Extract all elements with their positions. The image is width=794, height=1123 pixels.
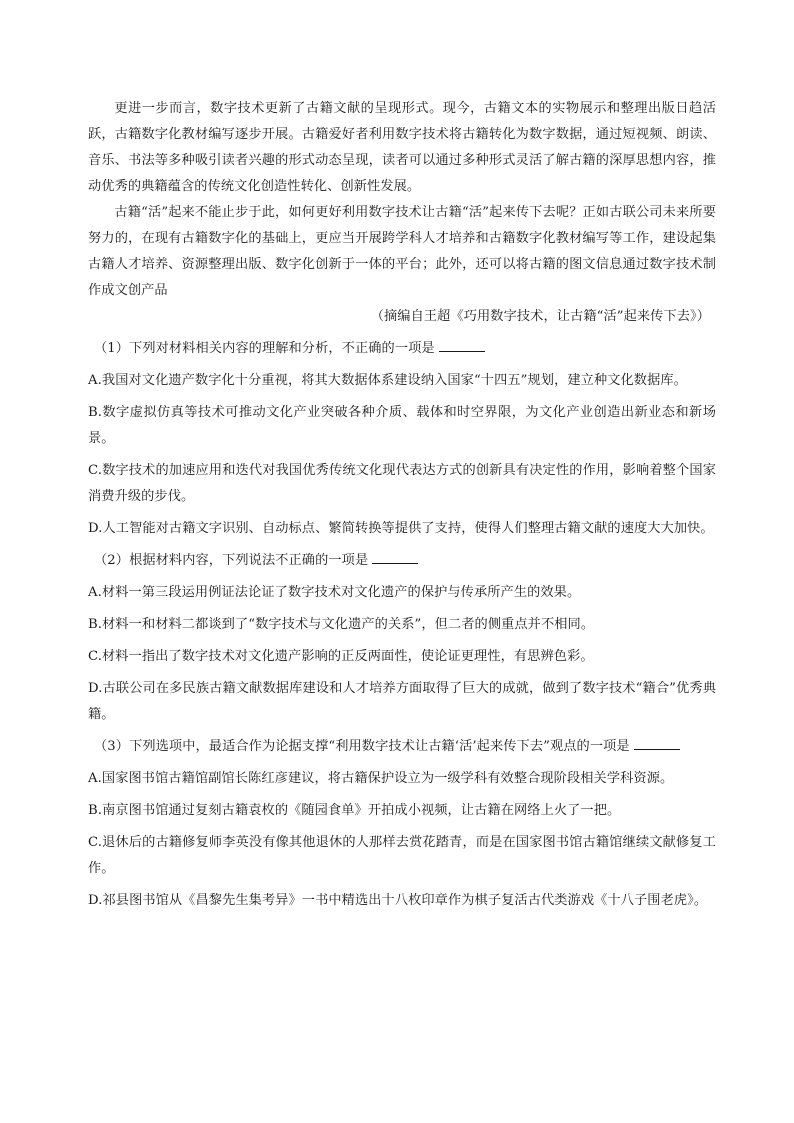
- answer-blank[interactable]: [439, 337, 485, 352]
- passage-paragraph-1: 更进一步而言，数字技术更新了古籍文献的呈现形式。现今，古籍文本的实物展示和整理出版日趋活跃，古籍数字化教材编写逐步开展。古籍爱好者利用数字技术将古籍转化为数字数据，通过短视频、朗读、音乐、书法等多种吸引读者兴趣的形式动态呈现，读者可以通过多种形式灵活了解古籍的深厚思想内容，推动优秀的典籍蕴含的传统文化创造性转化、创新性发展。: [88, 101, 716, 194]
- document-page: [88, 96, 716, 914]
- question-stem: [88, 548, 716, 574]
- question-option: D.祁县图书馆从《昌黎先生集考异》一书中精选出十八枚印章作为棋子复活古代类游戏《十八子围老虎》。: [88, 893, 708, 908]
- question-1: [88, 336, 716, 542]
- question-option: A.材料一第三段运用例证法论证了数字技术对文化遗产的保护与传承所产生的效果。: [88, 585, 581, 600]
- question-stem-text: （2）根据材料内容，下列说法不正确的一项是: [94, 553, 369, 568]
- question-3: [88, 734, 716, 914]
- question-option: C.退休后的古籍修复师李英没有像其他退休的人那样去赏花踏青，而是在国家图书馆古籍馆继续文献修复工作。: [88, 835, 716, 876]
- question-stem-text: （1）下列对材料相关内容的理解和分析，不正确的一项是: [94, 341, 435, 356]
- question-option: A.我国对文化遗产数字化十分重视，将其大数据体系建设纳入国家“十四五”规划，建立种文化数据库。: [88, 373, 687, 388]
- question-option: A.国家图书馆古籍馆副馆长陈红彦建议，将古籍保护设立为一级学科有效整合现阶段相关学科资源。: [88, 771, 674, 786]
- question-option: B.南京图书馆通过复刻古籍袁枚的《随园食单》开拍成小视频，让古籍在网络上火了一把。: [88, 803, 621, 818]
- question-stem: [88, 336, 716, 362]
- question-option: B.数字虚拟仿真等技术可推动文化产业突破各种介质、载体和时空界限，为文化产业创造出新业态和新场景。: [88, 405, 716, 446]
- question-option: C.材料一指出了数字技术对文化遗产影响的正反两面性，使论证更理性，有思辨色彩。: [88, 649, 594, 664]
- question-option: B.材料一和材料二都谈到了“数字技术与文化遗产的关系”，但二者的侧重点并不相同。: [88, 617, 595, 632]
- answer-blank[interactable]: [372, 549, 418, 564]
- question-stem: [88, 734, 716, 760]
- question-option: C.数字技术的加速应用和迭代对我国优秀传统文化现代表达方式的创新具有决定性的作用，影响着整个国家消费升级的步伐。: [88, 463, 716, 504]
- passage-source: （摘编自王超《巧用数字技术，让古籍“活”起来传下去》）: [370, 309, 710, 324]
- question-option: D.人工智能对古籍文字识别、自动标点、繁简转换等提供了支持，使得人们整理古籍文献的速度大大加快。: [88, 521, 714, 536]
- question-stem-text: （3）下列选项中，最适合作为论据支撑“利用数字技术让古籍‘活’起来传下去”观点的一项是: [94, 739, 630, 754]
- question-option: D.古联公司在多民族古籍文献数据库建设和人才培养方面取得了巨大的成就，做到了数字技术“籍合”优秀典籍。: [88, 681, 716, 722]
- answer-blank[interactable]: [634, 735, 680, 750]
- passage-paragraph-2: 古籍“活”起来不能止步于此，如何更好利用数字技术让古籍“活”起来传下去呢？正如古联公司未来所要努力的，在现有古籍数字化的基础上，更应当开展跨学科人才培养和古籍数字化教材编写等工作，建设起集古籍人才培养、资源整理出版、数字化创新于一体的平台；此外，还可以将古籍的图文信息通过数字技术制作成文创产品: [88, 205, 716, 298]
- question-2: [88, 548, 716, 728]
